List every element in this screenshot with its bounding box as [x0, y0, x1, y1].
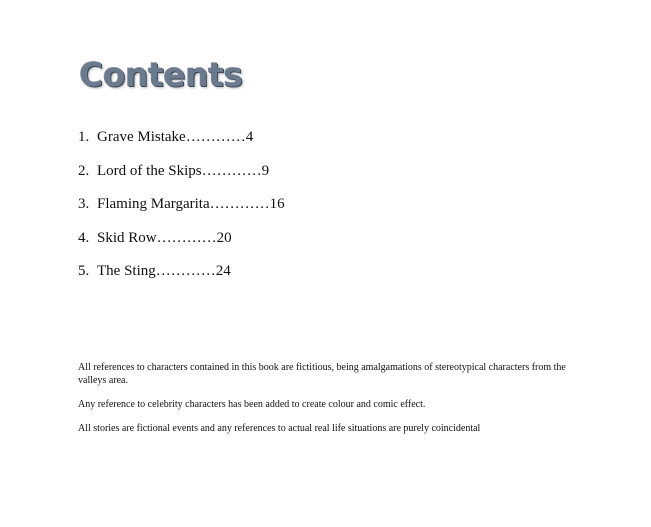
table-of-contents	[78, 128, 285, 296]
toc-entry-page: 16	[269, 196, 285, 213]
toc-entry-title: Grave Mistake	[97, 129, 186, 145]
toc-entry-leader: …………	[209, 196, 270, 213]
disclaimer-paragraph: All references to characters contained in this book are fictitious, being amalgamations of stereotypical characters from the valleys area.	[78, 362, 566, 386]
toc-entry-leader: …………	[155, 263, 216, 280]
toc-entry-leader: …………	[185, 129, 246, 145]
toc-entry-page: 20	[216, 229, 232, 246]
toc-entry-page: 24	[215, 263, 231, 280]
toc-entry-4	[78, 229, 285, 263]
toc-entry-number: 1.	[78, 129, 90, 145]
toc-entry-title: Flaming Margarita	[97, 196, 210, 213]
toc-entry-3	[78, 195, 285, 229]
toc-entry-number: 5.	[78, 263, 90, 280]
disclaimer-paragraph: Any reference to celebrity characters has been added to create colour and comic effect.	[78, 399, 426, 410]
toc-entry-1	[78, 128, 285, 162]
toc-entry-5	[78, 262, 285, 296]
toc-entry-page: 4	[245, 129, 254, 145]
toc-entry-number: 2.	[78, 162, 90, 179]
toc-entry-2	[78, 162, 285, 196]
toc-entry-number: 3.	[78, 196, 90, 213]
toc-entry-leader: …………	[201, 162, 262, 179]
toc-entry-title: Skid Row	[97, 229, 157, 246]
toc-entry-leader: …………	[156, 229, 217, 246]
toc-entry-number: 4.	[78, 229, 90, 246]
toc-entry-title: The Sting	[97, 263, 156, 280]
toc-entry-title: Lord of the Skips	[97, 162, 202, 179]
disclaimer-notes	[78, 361, 583, 446]
disclaimer-paragraph: All stories are fictional events and any references to actual real life situations are purely coincidental	[78, 423, 481, 434]
toc-entry-page: 9	[261, 162, 270, 179]
page-title: Contents	[79, 55, 243, 94]
